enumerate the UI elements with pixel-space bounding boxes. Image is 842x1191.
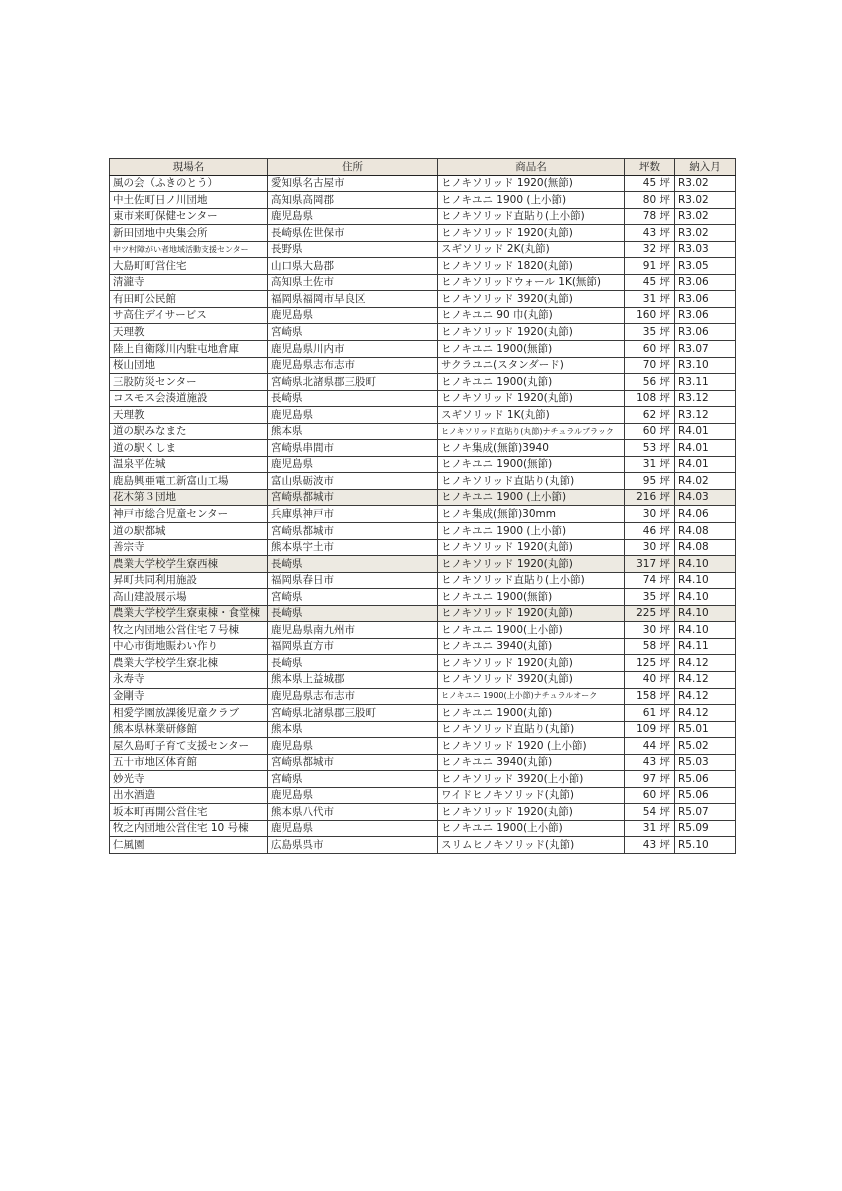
cell-delivery-month: R4.01: [675, 423, 736, 440]
cell-address: 熊本県上益城郡: [268, 671, 438, 688]
cell-site-name: コスモス会湊道施設: [110, 390, 268, 407]
cell-product-name: ヒノキソリッド直貼り(上小節): [438, 572, 625, 589]
table-body: [110, 175, 736, 853]
cell-address: 富山県砺波市: [268, 473, 438, 490]
cell-site-name: 三股防災センター: [110, 374, 268, 391]
table-row: [110, 705, 736, 722]
cell-address: 宮崎県串間市: [268, 440, 438, 457]
cell-product-name: ヒノキユニ 3940(丸節): [438, 754, 625, 771]
cell-site-name: 中土佐町日ノ川団地: [110, 192, 268, 209]
cell-address: 宮崎県北諸県郡三股町: [268, 705, 438, 722]
cell-address: 長崎県: [268, 556, 438, 573]
cell-delivery-month: R3.11: [675, 374, 736, 391]
cell-area: 61 坪: [625, 705, 675, 722]
table-row: [110, 506, 736, 523]
cell-area: 43 坪: [625, 754, 675, 771]
table-row: [110, 258, 736, 275]
cell-area: 32 坪: [625, 241, 675, 258]
cell-delivery-month: R5.10: [675, 837, 736, 854]
cell-product-name: ヒノキユニ 1900(丸節): [438, 705, 625, 722]
delivery-record-table-wrapper: [109, 158, 735, 854]
cell-product-name: ヒノキユニ 1900 (上小節): [438, 192, 625, 209]
cell-delivery-month: R3.12: [675, 407, 736, 424]
table-row: [110, 357, 736, 374]
cell-product-name: ワイドヒノキソリッド(丸節): [438, 787, 625, 804]
cell-delivery-month: R3.02: [675, 225, 736, 242]
cell-area: 108 坪: [625, 390, 675, 407]
table-row: [110, 241, 736, 258]
cell-product-name: ヒノキソリッド 1920(丸節): [438, 225, 625, 242]
table-row: [110, 192, 736, 209]
cell-area: 80 坪: [625, 192, 675, 209]
cell-area: 78 坪: [625, 208, 675, 225]
cell-address: 高知県土佐市: [268, 274, 438, 291]
cell-product-name: ヒノキソリッド 1920(丸節): [438, 655, 625, 672]
cell-site-name: 天理教: [110, 407, 268, 424]
cell-area: 45 坪: [625, 175, 675, 192]
cell-area: 31 坪: [625, 291, 675, 308]
cell-area: 35 坪: [625, 324, 675, 341]
cell-address: 愛知県名古屋市: [268, 175, 438, 192]
cell-address: 長崎県佐世保市: [268, 225, 438, 242]
cell-area: 30 坪: [625, 506, 675, 523]
cell-product-name: ヒノキソリッド 1920(丸節): [438, 390, 625, 407]
cell-address: 福岡県福岡市早良区: [268, 291, 438, 308]
cell-delivery-month: R3.02: [675, 192, 736, 209]
cell-address: 鹿児島県志布志市: [268, 357, 438, 374]
table-row: [110, 638, 736, 655]
cell-address: 熊本県宇土市: [268, 539, 438, 556]
cell-area: 125 坪: [625, 655, 675, 672]
header-delivery-month: 納入月: [675, 159, 736, 176]
cell-area: 216 坪: [625, 489, 675, 506]
cell-site-name: 神戸市総合児童センター: [110, 506, 268, 523]
cell-site-name: 天理教: [110, 324, 268, 341]
table-row: [110, 407, 736, 424]
cell-delivery-month: R3.02: [675, 175, 736, 192]
cell-address: 鹿児島県: [268, 787, 438, 804]
cell-site-name: 陸上自衛隊川内駐屯地倉庫: [110, 341, 268, 358]
table-row: [110, 671, 736, 688]
cell-site-name: 農業大学校学生寮西棟: [110, 556, 268, 573]
cell-product-name: ヒノキユニ 1900(上小節): [438, 622, 625, 639]
table-row: [110, 589, 736, 606]
cell-address: 福岡県直方市: [268, 638, 438, 655]
cell-product-name: スギソリッド 2K(丸節): [438, 241, 625, 258]
table-row: [110, 622, 736, 639]
cell-site-name: 相愛学園放課後児童クラブ: [110, 705, 268, 722]
cell-delivery-month: R3.06: [675, 291, 736, 308]
cell-area: 158 坪: [625, 688, 675, 705]
cell-site-name: 農業大学校学生寮北棟: [110, 655, 268, 672]
cell-address: 宮崎県都城市: [268, 523, 438, 540]
cell-product-name: ヒノキユニ 90 巾(丸節): [438, 307, 625, 324]
cell-product-name: ヒノキ集成(無節)30mm: [438, 506, 625, 523]
cell-product-name: ヒノキソリッド 3920(上小節): [438, 771, 625, 788]
cell-delivery-month: R4.12: [675, 671, 736, 688]
cell-delivery-month: R4.10: [675, 556, 736, 573]
cell-address: 鹿児島県川内市: [268, 341, 438, 358]
cell-product-name: ヒノキユニ 1900(上小節): [438, 820, 625, 837]
table-row: [110, 225, 736, 242]
cell-product-name: ヒノキユニ 1900 (上小節): [438, 523, 625, 540]
table-row: [110, 175, 736, 192]
cell-delivery-month: R5.07: [675, 804, 736, 821]
cell-delivery-month: R3.12: [675, 390, 736, 407]
cell-delivery-month: R4.12: [675, 688, 736, 705]
cell-area: 97 坪: [625, 771, 675, 788]
cell-area: 31 坪: [625, 820, 675, 837]
cell-area: 31 坪: [625, 456, 675, 473]
cell-area: 54 坪: [625, 804, 675, 821]
cell-area: 35 坪: [625, 589, 675, 606]
table-row: [110, 688, 736, 705]
table-header-row: [110, 159, 736, 176]
cell-site-name: 風の会（ふきのとう）: [110, 175, 268, 192]
cell-area: 74 坪: [625, 572, 675, 589]
cell-area: 30 坪: [625, 622, 675, 639]
cell-address: 宮崎県: [268, 324, 438, 341]
cell-delivery-month: R4.02: [675, 473, 736, 490]
cell-area: 53 坪: [625, 440, 675, 457]
cell-address: 広島県呉市: [268, 837, 438, 854]
cell-site-name: 新田団地中央集会所: [110, 225, 268, 242]
cell-address: 鹿児島県: [268, 307, 438, 324]
cell-area: 70 坪: [625, 357, 675, 374]
table-row: [110, 390, 736, 407]
cell-area: 43 坪: [625, 837, 675, 854]
cell-delivery-month: R3.06: [675, 324, 736, 341]
cell-site-name: 清瀧寺: [110, 274, 268, 291]
cell-site-name: 鹿島興亜電工新富山工場: [110, 473, 268, 490]
cell-address: 熊本県: [268, 721, 438, 738]
table-row: [110, 473, 736, 490]
cell-product-name: ヒノキソリッドウォール 1K(無節): [438, 274, 625, 291]
cell-area: 58 坪: [625, 638, 675, 655]
cell-product-name: サクラユニ(スタンダード): [438, 357, 625, 374]
cell-delivery-month: R3.03: [675, 241, 736, 258]
cell-site-name: 永寿寺: [110, 671, 268, 688]
cell-address: 鹿児島県: [268, 208, 438, 225]
cell-site-name: 牧之内団地公営住宅７号棟: [110, 622, 268, 639]
table-row: [110, 605, 736, 622]
table-row: [110, 787, 736, 804]
cell-product-name: ヒノキユニ 3940(丸節): [438, 638, 625, 655]
cell-delivery-month: R4.01: [675, 456, 736, 473]
cell-site-name: 出水酒造: [110, 787, 268, 804]
cell-product-name: ヒノキソリッド 1920 (上小節): [438, 738, 625, 755]
cell-area: 44 坪: [625, 738, 675, 755]
cell-delivery-month: R3.05: [675, 258, 736, 275]
cell-delivery-month: R5.06: [675, 787, 736, 804]
cell-delivery-month: R4.08: [675, 523, 736, 540]
header-product-name: 商品名: [438, 159, 625, 176]
cell-product-name: ヒノキソリッド直貼り(丸節): [438, 473, 625, 490]
cell-address: 山口県大島郡: [268, 258, 438, 275]
cell-area: 43 坪: [625, 225, 675, 242]
cell-product-name: スギソリッド 1K(丸節): [438, 407, 625, 424]
cell-address: 鹿児島県: [268, 407, 438, 424]
cell-product-name: ヒノキソリッド直貼り(丸節): [438, 721, 625, 738]
cell-site-name: 農業大学校学生寮東棟・食堂棟: [110, 605, 268, 622]
cell-product-name: ヒノキソリッド 1920(無節): [438, 175, 625, 192]
cell-delivery-month: R5.03: [675, 754, 736, 771]
table-row: [110, 374, 736, 391]
cell-delivery-month: R4.12: [675, 655, 736, 672]
cell-address: 鹿児島県: [268, 456, 438, 473]
cell-address: 宮崎県: [268, 771, 438, 788]
cell-area: 46 坪: [625, 523, 675, 540]
cell-site-name: 善宗寺: [110, 539, 268, 556]
cell-delivery-month: R4.12: [675, 705, 736, 722]
delivery-record-table: [109, 158, 736, 854]
cell-delivery-month: R4.10: [675, 589, 736, 606]
cell-address: 長崎県: [268, 655, 438, 672]
cell-delivery-month: R5.06: [675, 771, 736, 788]
cell-area: 45 坪: [625, 274, 675, 291]
cell-site-name: 中心市街地賑わい作り: [110, 638, 268, 655]
cell-area: 60 坪: [625, 341, 675, 358]
table-row: [110, 456, 736, 473]
cell-site-name: 温泉平佐城: [110, 456, 268, 473]
cell-site-name: 大島町町営住宅: [110, 258, 268, 275]
cell-product-name: ヒノキソリッド直貼り(上小節): [438, 208, 625, 225]
cell-area: 56 坪: [625, 374, 675, 391]
cell-site-name: サ高住デイサービス: [110, 307, 268, 324]
cell-delivery-month: R3.10: [675, 357, 736, 374]
cell-delivery-month: R3.06: [675, 307, 736, 324]
cell-address: 鹿児島県南九州市: [268, 622, 438, 639]
cell-area: 95 坪: [625, 473, 675, 490]
table-row: [110, 489, 736, 506]
cell-product-name: ヒノキユニ 1900 (上小節): [438, 489, 625, 506]
cell-product-name: スリムヒノキソリッド(丸節): [438, 837, 625, 854]
cell-site-name: 桜山団地: [110, 357, 268, 374]
cell-address: 宮崎県北諸県郡三股町: [268, 374, 438, 391]
cell-delivery-month: R4.01: [675, 440, 736, 457]
cell-delivery-month: R4.10: [675, 572, 736, 589]
cell-area: 60 坪: [625, 423, 675, 440]
cell-product-name: ヒノキユニ 1900(無節): [438, 341, 625, 358]
cell-address: 兵庫県神戸市: [268, 506, 438, 523]
cell-area: 317 坪: [625, 556, 675, 573]
header-address: 住所: [268, 159, 438, 176]
table-row: [110, 291, 736, 308]
table-row: [110, 556, 736, 573]
cell-site-name: 東市来町保健センター: [110, 208, 268, 225]
cell-product-name: ヒノキ集成(無節)3940: [438, 440, 625, 457]
cell-area: 225 坪: [625, 605, 675, 622]
cell-product-name: ヒノキソリッド 1820(丸節): [438, 258, 625, 275]
cell-delivery-month: R4.06: [675, 506, 736, 523]
cell-site-name: 花木第３団地: [110, 489, 268, 506]
table-row: [110, 804, 736, 821]
cell-site-name: 坂本町再開公営住宅: [110, 804, 268, 821]
cell-address: 熊本県八代市: [268, 804, 438, 821]
cell-product-name: ヒノキソリッド 1920(丸節): [438, 605, 625, 622]
table-row: [110, 837, 736, 854]
cell-product-name: ヒノキソリッド 1920(丸節): [438, 556, 625, 573]
cell-site-name: 五十市地区体育館: [110, 754, 268, 771]
cell-delivery-month: R5.09: [675, 820, 736, 837]
cell-address: 熊本県: [268, 423, 438, 440]
cell-address: 鹿児島県志布志市: [268, 688, 438, 705]
cell-delivery-month: R4.11: [675, 638, 736, 655]
cell-site-name: 道の駅都城: [110, 523, 268, 540]
cell-product-name: ヒノキソリッド直貼り(丸節)ナチュラルブラック: [438, 423, 625, 440]
cell-delivery-month: R3.07: [675, 341, 736, 358]
cell-delivery-month: R3.06: [675, 274, 736, 291]
cell-product-name: ヒノキユニ 1900(無節): [438, 456, 625, 473]
table-row: [110, 820, 736, 837]
cell-address: 高知県高岡郡: [268, 192, 438, 209]
cell-site-name: 道の駅みなまた: [110, 423, 268, 440]
header-area: 坪数: [625, 159, 675, 176]
table-row: [110, 539, 736, 556]
cell-address: 鹿児島県: [268, 738, 438, 755]
table-row: [110, 423, 736, 440]
cell-delivery-month: R4.08: [675, 539, 736, 556]
cell-area: 30 坪: [625, 539, 675, 556]
cell-site-name: 有田町公民館: [110, 291, 268, 308]
table-row: [110, 754, 736, 771]
cell-address: 長崎県: [268, 605, 438, 622]
table-row: [110, 208, 736, 225]
cell-area: 160 坪: [625, 307, 675, 324]
cell-site-name: 屋久島町子育て支援センター: [110, 738, 268, 755]
table-row: [110, 341, 736, 358]
cell-product-name: ヒノキユニ 1900(丸節): [438, 374, 625, 391]
cell-product-name: ヒノキソリッド 3920(丸節): [438, 671, 625, 688]
cell-site-name: 高山建設展示場: [110, 589, 268, 606]
cell-site-name: 妙光寺: [110, 771, 268, 788]
cell-product-name: ヒノキユニ 1900(無節): [438, 589, 625, 606]
table-row: [110, 738, 736, 755]
cell-site-name: 昇町共同利用施設: [110, 572, 268, 589]
table-row: [110, 721, 736, 738]
cell-product-name: ヒノキソリッド 1920(丸節): [438, 539, 625, 556]
cell-site-name: 仁風園: [110, 837, 268, 854]
cell-site-name: 中ツ村障がい者地域活動支援センター: [110, 241, 268, 258]
cell-product-name: ヒノキユニ 1900(上小節)ナチュラルオーク: [438, 688, 625, 705]
cell-address: 宮崎県都城市: [268, 489, 438, 506]
cell-delivery-month: R5.01: [675, 721, 736, 738]
cell-address: 宮崎県都城市: [268, 754, 438, 771]
cell-site-name: 熊本県林業研修館: [110, 721, 268, 738]
table-row: [110, 572, 736, 589]
cell-delivery-month: R4.10: [675, 622, 736, 639]
cell-site-name: 牧之内団地公営住宅 10 号棟: [110, 820, 268, 837]
table-row: [110, 655, 736, 672]
cell-address: 鹿児島県: [268, 820, 438, 837]
cell-area: 109 坪: [625, 721, 675, 738]
table-row: [110, 274, 736, 291]
cell-site-name: 金剛寺: [110, 688, 268, 705]
table-row: [110, 523, 736, 540]
cell-delivery-month: R4.03: [675, 489, 736, 506]
cell-address: 宮崎県: [268, 589, 438, 606]
cell-area: 60 坪: [625, 787, 675, 804]
cell-product-name: ヒノキソリッド 3920(丸節): [438, 291, 625, 308]
cell-delivery-month: R5.02: [675, 738, 736, 755]
cell-product-name: ヒノキソリッド 1920(丸節): [438, 804, 625, 821]
cell-area: 91 坪: [625, 258, 675, 275]
cell-area: 62 坪: [625, 407, 675, 424]
header-site-name: 現場名: [110, 159, 268, 176]
cell-site-name: 道の駅くしま: [110, 440, 268, 457]
cell-delivery-month: R4.10: [675, 605, 736, 622]
cell-delivery-month: R3.02: [675, 208, 736, 225]
table-row: [110, 307, 736, 324]
cell-product-name: ヒノキソリッド 1920(丸節): [438, 324, 625, 341]
table-row: [110, 440, 736, 457]
cell-area: 40 坪: [625, 671, 675, 688]
table-row: [110, 771, 736, 788]
cell-address: 長崎県: [268, 390, 438, 407]
cell-address: 長野県: [268, 241, 438, 258]
cell-address: 福岡県春日市: [268, 572, 438, 589]
table-row: [110, 324, 736, 341]
